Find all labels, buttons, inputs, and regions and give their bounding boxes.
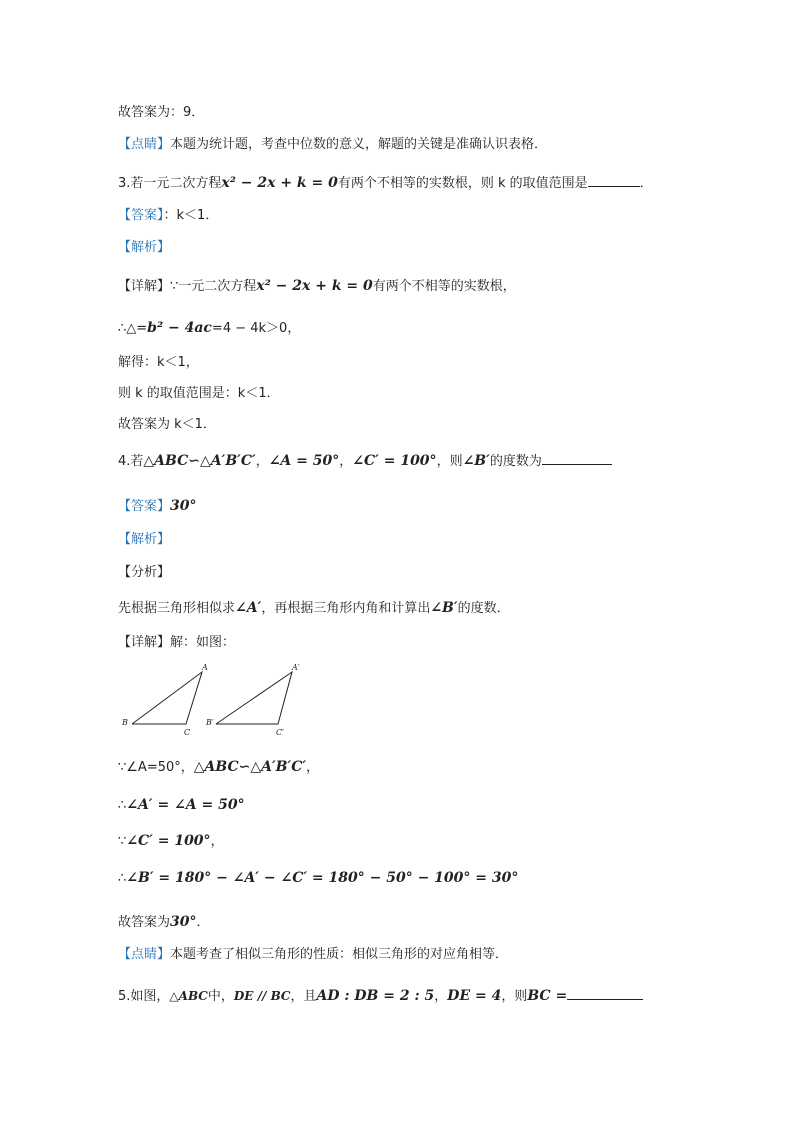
math-eq: ∠C′ = 100°: [126, 833, 211, 849]
label-a-prime: A′: [292, 663, 300, 672]
math-eq: x² − 2x + k = 0: [256, 278, 373, 294]
step-4: ∴∠B′ = 180° − ∠A′ − ∠C′ = 180° − 50° − 100° = 30°: [118, 870, 519, 886]
math-angle: ∠A = 50°: [268, 453, 340, 469]
analysis-q4: [118, 530, 170, 550]
tag-detail: 【详解】: [118, 279, 171, 294]
math-eq: b² − 4ac: [147, 320, 212, 336]
answer-value: 30°: [170, 914, 197, 930]
range-line: 则 k 的取值范围是：k＜1．: [118, 386, 280, 401]
step-1: ∵∠A=50°，△ABC∽△A′B′C′，: [118, 759, 320, 775]
label-a: A: [202, 663, 208, 672]
question-4: 4.若△ABC∽△A′B′C′，∠A = 50°，∠C′ = 100°，则∠B′的度数为: [118, 450, 612, 472]
delta-line: ∴△=b² − 4ac=4 − 4k＞0，: [118, 320, 301, 336]
answer-blank: [588, 172, 640, 187]
math-parallel: DE // BC: [233, 989, 291, 1003]
label-b: B: [122, 718, 128, 727]
answer-blank: [567, 985, 643, 1000]
math-angle: ∠B′: [430, 600, 458, 616]
math-angle: ∠C′ = 100°: [352, 453, 437, 469]
tag-fenxi: 【分析】: [118, 565, 171, 580]
tag-analysis: 【解析】: [118, 532, 171, 547]
tag-comment: 【点睛】: [118, 137, 171, 152]
fenxi-text: 先根据三角形相似求∠A′，再根据三角形内角和计算出∠B′的度数．: [118, 600, 510, 616]
math-angle: ∠B′: [462, 453, 490, 469]
math-angle: ∠A′: [235, 600, 262, 616]
math-eq: ∠A′ = ∠A = 50°: [126, 797, 245, 813]
question-5: 5.如图，△ABC中，DE // BC，且AD : DB = 2 : 5，DE = 4，则BC =: [118, 985, 643, 1007]
detail-q3: 【详解】∵一元二次方程x² − 2x + k = 0有两个不相等的实数根，: [118, 278, 516, 294]
comment-q2: 【点睛】本题为统计题，考查中位数的意义，解题的关键是准确认识表格．: [118, 137, 548, 152]
label-b-prime: B′: [206, 718, 214, 727]
answer-line-q3: 故答案为 k＜1．: [118, 417, 216, 432]
tag-comment: 【点睛】: [118, 947, 171, 962]
triangle-abc-prime: [216, 672, 292, 724]
tag-detail: 【详解】: [118, 635, 171, 650]
answer-q3: 【答案】：k＜1．: [118, 208, 219, 223]
math-eq: DE = 4: [447, 988, 502, 1004]
answer-value: 30°: [170, 498, 197, 514]
math-ratio: AD : DB = 2 : 5: [316, 988, 435, 1004]
step-3: ∵∠C′ = 100°，: [118, 833, 224, 849]
label-c: C: [184, 728, 191, 737]
question-3: 3.若一元二次方程x² − 2x + k = 0有两个不相等的实数根，则 k 的取值范围是 ．: [118, 172, 653, 194]
step-2: ∴∠A′ = ∠A = 50°: [118, 797, 245, 813]
math-tri: △ABC: [169, 989, 208, 1003]
math-sim: △ABC∽△A′B′C′: [193, 759, 307, 775]
answer-q4: [118, 496, 197, 517]
tag-analysis: 【解析】: [118, 240, 171, 255]
math-sim: △ABC∽△A′B′C′: [143, 453, 256, 469]
math-eq: ∠B′ = 180° − ∠A′ − ∠C′ = 180° − 50° − 100° = 30°: [126, 870, 519, 886]
analysis-q3: [118, 238, 170, 258]
label-c-prime: C′: [276, 728, 284, 737]
detail-q4: 【详解】解：如图：: [118, 635, 236, 650]
solve-line: 解得：k＜1，: [118, 355, 199, 370]
answer-line-q4: 故答案为30°．: [118, 914, 210, 930]
tag-answer: 【答案】: [118, 499, 171, 514]
comment-q4: 【点睛】本题考查了相似三角形的性质：相似三角形的对应角相等．: [118, 947, 509, 962]
answer-blank: [542, 450, 612, 465]
fenxi-q4: [118, 563, 170, 583]
tag-answer: 【答案】: [118, 208, 164, 223]
math-eq: BC =: [527, 988, 568, 1004]
math-eq: x² − 2x + k = 0: [221, 175, 338, 191]
answer-line-q2: 故答案为：9．: [118, 105, 205, 120]
triangle-abc: [132, 672, 202, 724]
similar-triangles-figure: [118, 660, 308, 738]
